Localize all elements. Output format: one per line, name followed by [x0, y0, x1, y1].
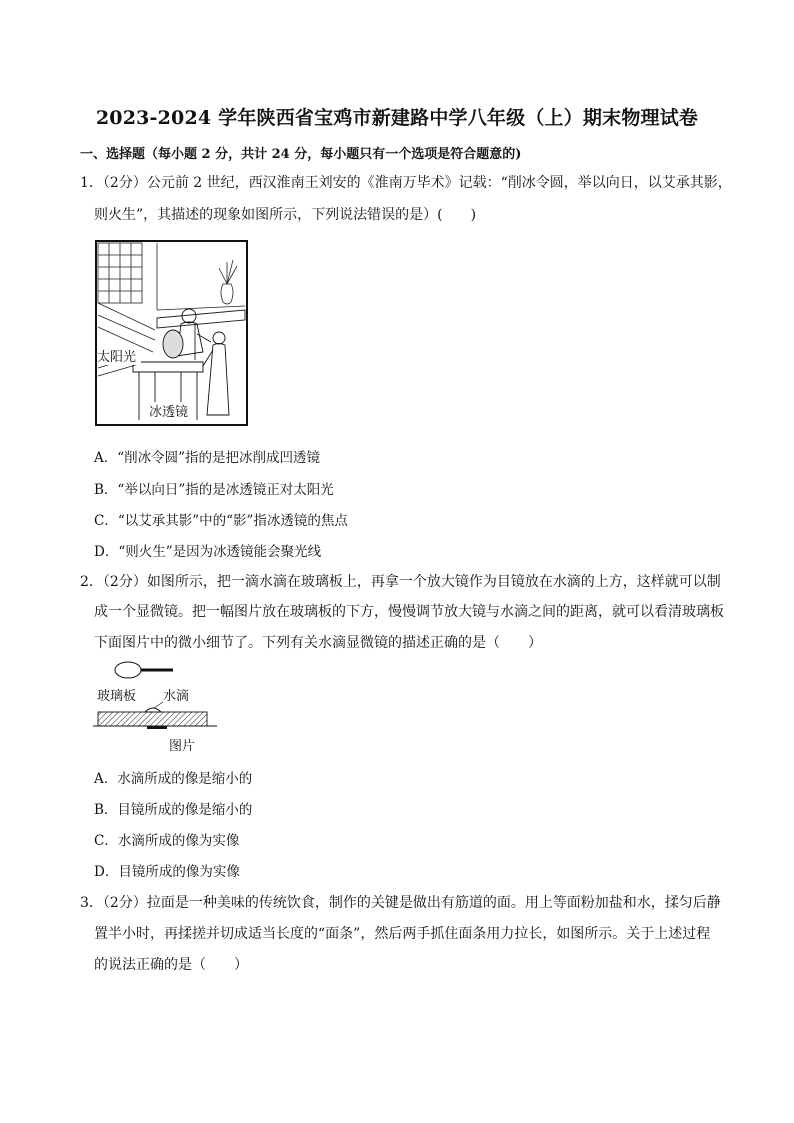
- question-2-line-3: 下面图片中的微小细节了。下列有关水滴显微镜的描述正确的是（ ）: [94, 635, 542, 651]
- question-1-option-b[interactable]: B．“举以向日”指的是冰透镜正对太阳光: [94, 482, 334, 498]
- question-2-option-c[interactable]: C．水滴所成的像为实像: [94, 833, 240, 849]
- question-2-line-2: 成一个显微镜。把一幅图片放在玻璃板的下方，慢慢调节放大镜与水滴之间的距离，就可以看清玻璃板: [94, 604, 724, 620]
- question-2-option-d[interactable]: D．目镜所成的像为实像: [94, 864, 240, 880]
- question-1-option-a[interactable]: A．“削冰令圆”指的是把冰削成凹透镜: [94, 450, 321, 466]
- figure-label-water-drop: 水滴: [163, 689, 190, 704]
- section-heading: 一、选择题（每小题 2 分，共计 24 分，每小题只有一个选项是符合题意的): [80, 147, 522, 162]
- question-3-line-1: 3．（2分）拉面是一种美味的传统饮食，制作的关键是做出有筋道的面。用上等面粉加盐和水，揉匀后静: [80, 895, 721, 911]
- figure-label-glass-plate: 玻璃板: [97, 689, 137, 704]
- figure-label-ice-lens: 冰透镜: [149, 405, 189, 420]
- question-2-option-a[interactable]: A．水滴所成的像是缩小的: [94, 771, 253, 787]
- question-3-line-2: 置半小时，再揉搓并切成适当长度的“面条”，然后两手抓住面条用力拉长，如图所示。关于上述过程: [94, 926, 711, 942]
- question-1-line-1: 1．（2分）公元前 2 世纪，西汉淮南王刘安的《淮南万毕术》记载：“削冰令圆，举以向日，以艾承其影，: [80, 175, 732, 191]
- question-1-option-c[interactable]: C．“以艾承其影”中的“影”指冰透镜的焦点: [94, 513, 348, 529]
- water-drop-microscope-diagram: [93, 658, 221, 758]
- question-1-line-2: 则火生”，其描述的现象如图所示，下列说法错误的是）( ): [94, 207, 477, 223]
- question-2-line-1: 2．（2分）如图所示，把一滴水滴在玻璃板上，再拿一个放大镜作为目镜放在水滴的上方，这样就可以制: [80, 574, 721, 590]
- ice-lens-illustration: [95, 240, 248, 426]
- question-2-option-b[interactable]: B．目镜所成的像是缩小的: [94, 802, 253, 818]
- page-title: 2023-2024 学年陕西省宝鸡市新建路中学八年级（上）期末物理试卷: [95, 107, 699, 129]
- figure-label-sunlight: 太阳光: [97, 350, 137, 365]
- question-3-line-3: 的说法正确的是（ ）: [94, 957, 248, 973]
- question-1-option-d[interactable]: D．“则火生”是因为冰透镜能会聚光线: [94, 544, 322, 560]
- figure-label-picture: 图片: [169, 739, 196, 754]
